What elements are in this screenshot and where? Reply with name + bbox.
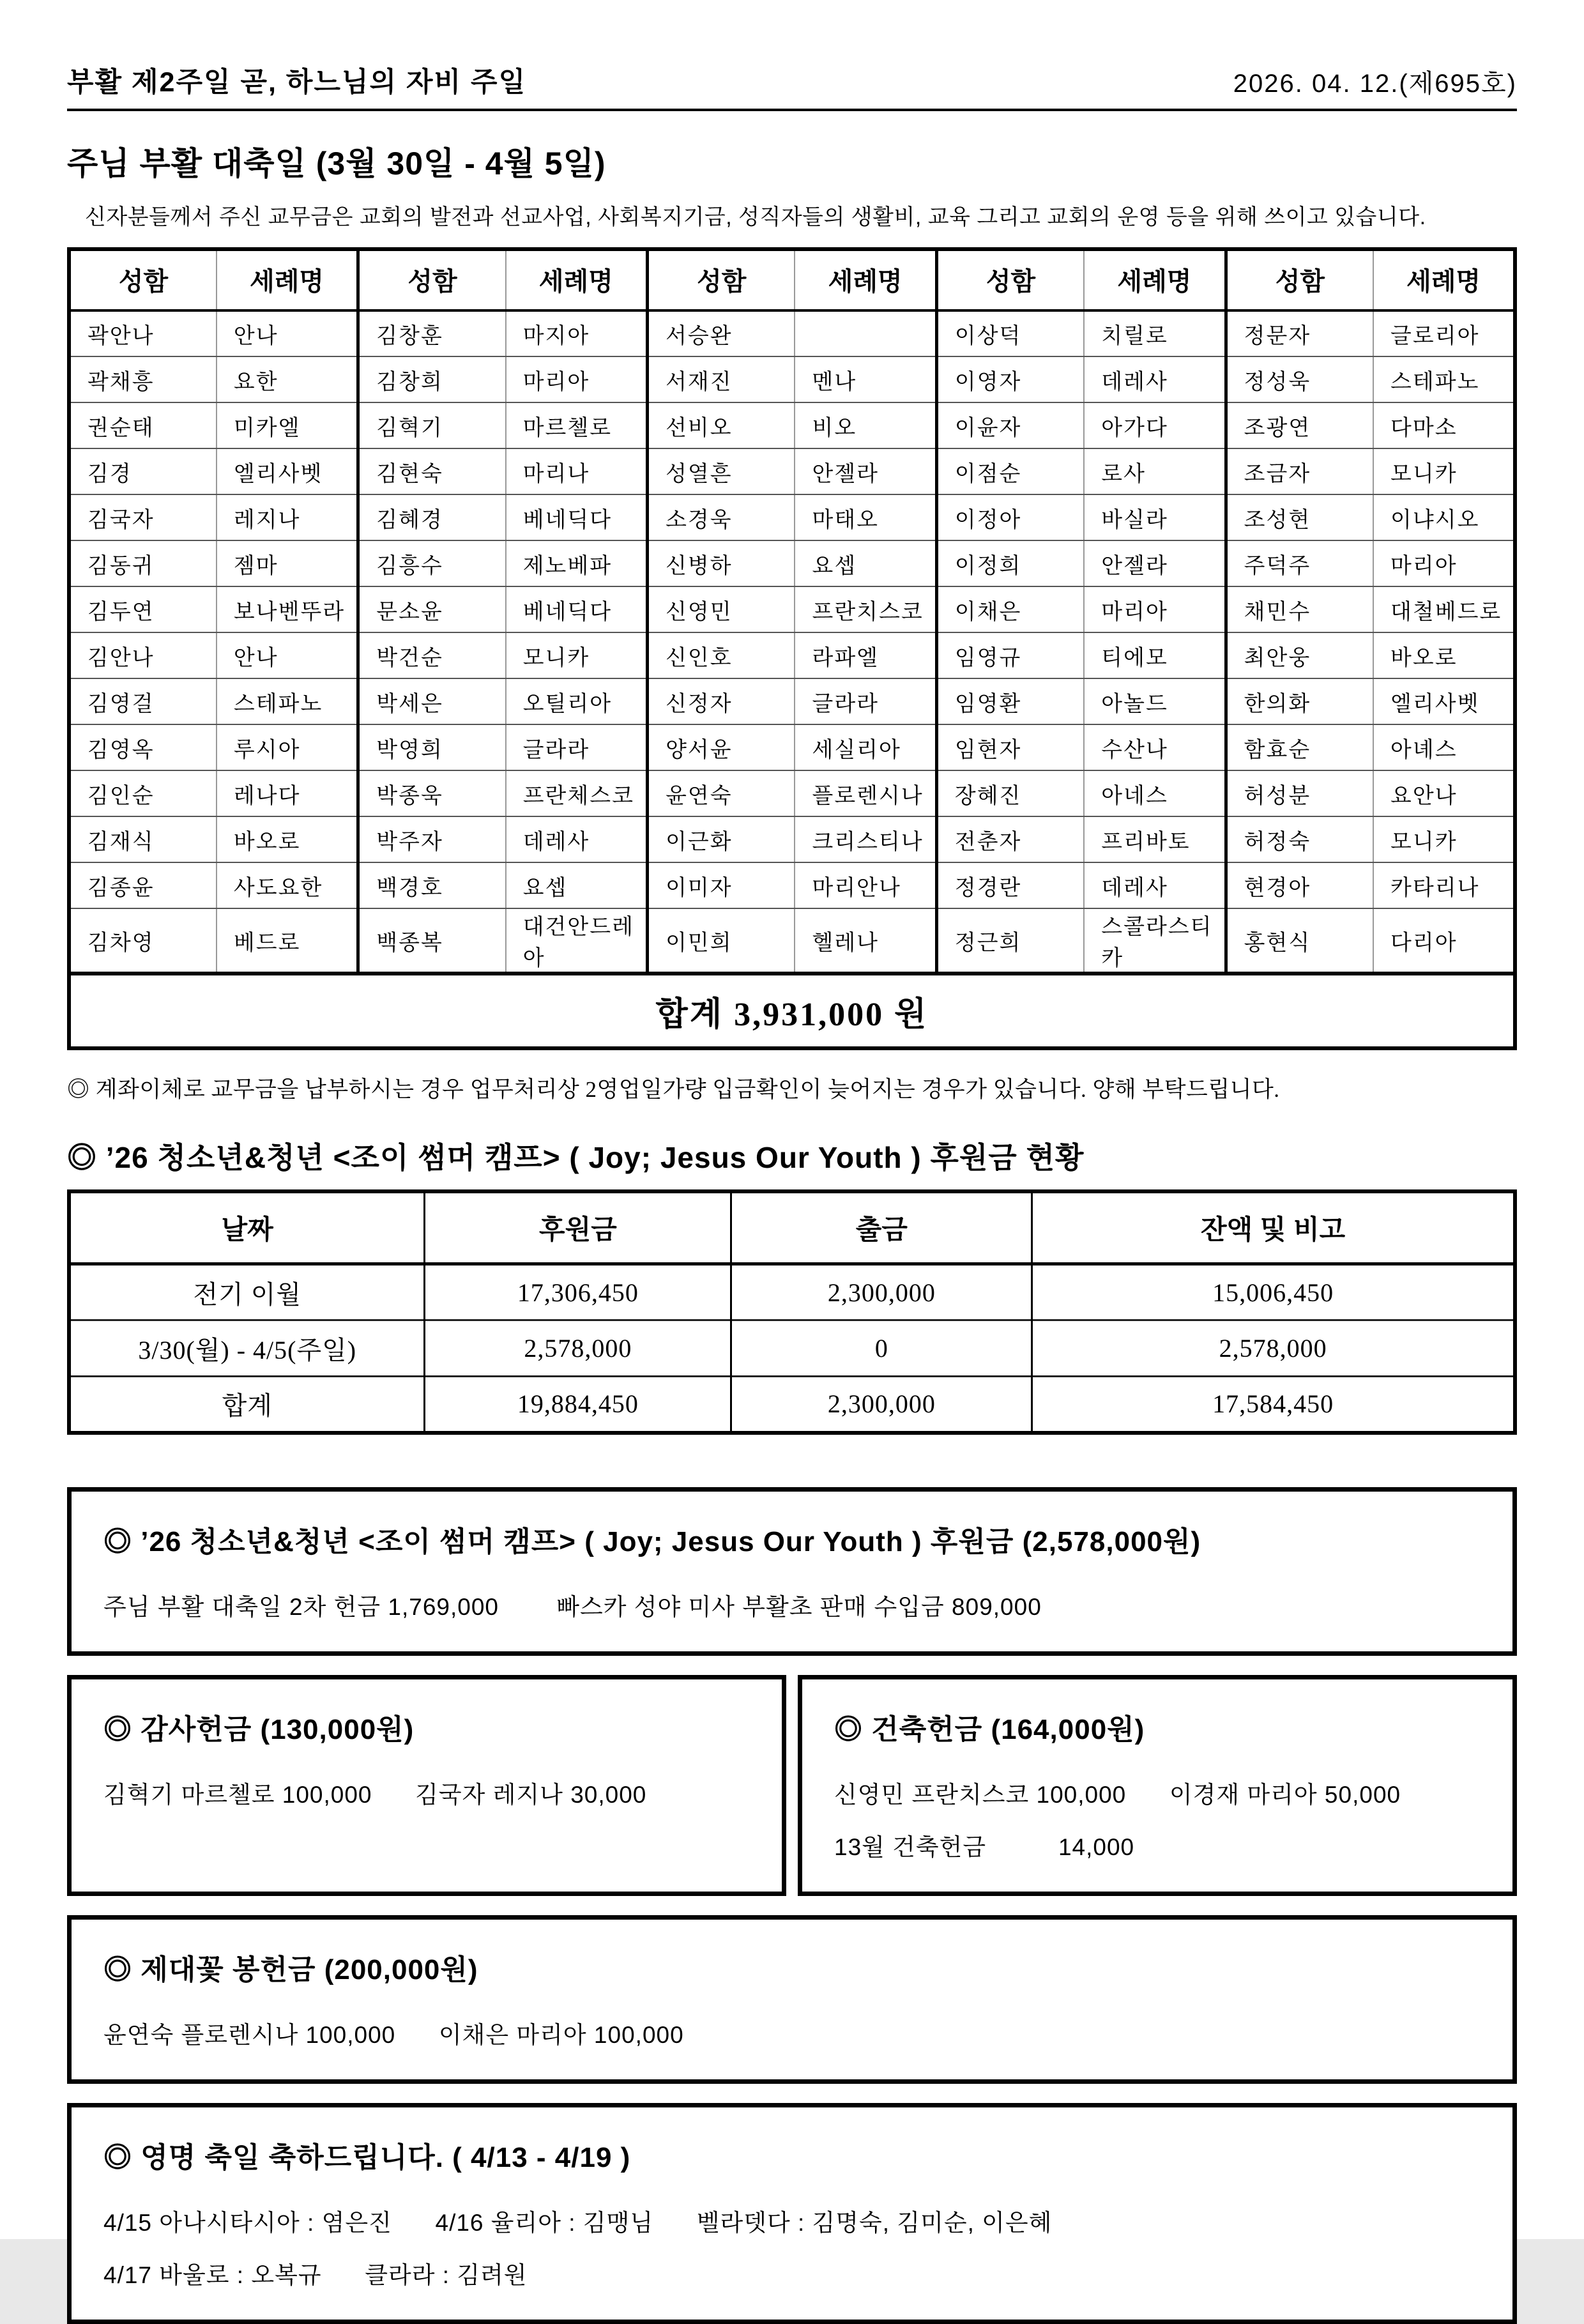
transfer-note: ◎ 계좌이체로 교무금을 납부하시는 경우 업무처리상 2영업일가량 입금확인이 늦어지는 경우가 있습니다. 양해 부탁드립니다. [67, 1077, 1280, 1102]
donor-name-cell: 함효순 [1226, 724, 1373, 770]
donor-name-header: 성함 [358, 249, 506, 310]
donors-total: 합계 3,931,000 원 [69, 974, 1515, 1048]
donor-name-cell: 장혜진 [936, 770, 1084, 816]
donor-baptismal-header: 세례명 [506, 249, 648, 310]
donor-baptismal-cell: 글라라 [795, 678, 936, 724]
camp-amount-cell: 0 [731, 1320, 1032, 1377]
donor-baptismal-cell: 라파엘 [795, 632, 936, 678]
donor-baptismal-cell: 바오로 [217, 816, 358, 862]
donor-name-cell: 김혜경 [358, 494, 506, 540]
camp-header-row [69, 1191, 1515, 1264]
donor-name-cell: 허정숙 [1226, 816, 1373, 862]
donor-name-cell: 주덕주 [1226, 540, 1373, 586]
donor-name-cell: 곽안나 [69, 310, 217, 356]
donor-row [69, 310, 1515, 356]
donor-baptismal-cell: 마리나 [506, 448, 648, 494]
donor-baptismal-cell: 세실리아 [795, 724, 936, 770]
donor-baptismal-cell [795, 310, 936, 356]
donor-name-cell: 한의화 [1226, 678, 1373, 724]
offering-boxes-row [67, 1675, 1517, 1896]
feast-day-title: ◎ 영명 축일 축하드립니다. ( 4/13 - 4/19 ) [103, 2141, 631, 2173]
donor-row [69, 540, 1515, 586]
donor-name-cell: 김인순 [69, 770, 217, 816]
donor-name-cell: 신영민 [648, 586, 795, 632]
donor-name-cell: 이윤자 [936, 402, 1084, 448]
donor-baptismal-cell: 아놀드 [1084, 678, 1226, 724]
donor-baptismal-cell: 프란치스코 [795, 586, 936, 632]
donor-name-cell: 신정자 [648, 678, 795, 724]
donor-baptismal-cell: 다리아 [1373, 908, 1515, 974]
donor-name-cell: 임현자 [936, 724, 1084, 770]
donor-baptismal-cell: 다마소 [1373, 402, 1515, 448]
thanks-offering-box [67, 1675, 786, 1896]
camp-row [69, 1320, 1515, 1377]
donor-baptismal-cell: 마지아 [506, 310, 648, 356]
donor-name-cell: 백종복 [358, 908, 506, 974]
camp-amount-cell: 2,300,000 [731, 1377, 1032, 1433]
camp-table-body [69, 1264, 1515, 1433]
donor-row [69, 862, 1515, 908]
donor-baptismal-cell: 스테파노 [217, 678, 358, 724]
altar-flower-detail: 윤연숙 플로렌시나 100,000 이채은 마리아 100,000 [103, 2021, 684, 2048]
donor-baptismal-cell: 수산나 [1084, 724, 1226, 770]
donor-row [69, 494, 1515, 540]
donors-total-row [69, 974, 1515, 1048]
donor-name-cell: 김영옥 [69, 724, 217, 770]
donor-baptismal-cell: 요셉 [795, 540, 936, 586]
camp-fund-box-detail: 주님 부활 대축일 2차 헌금 1,769,000 빠스카 성야 미사 부활초 판매 수입금 809,000 [103, 1593, 1042, 1620]
altar-flower-title: ◎ 제대꽃 봉헌금 (200,000원) [103, 1953, 478, 1985]
donors-table-body [69, 310, 1515, 974]
donor-name-header: 성함 [936, 249, 1084, 310]
feast-day-box [67, 2103, 1517, 2324]
donor-baptismal-cell: 이냐시오 [1373, 494, 1515, 540]
building-offering-title: ◎ 건축헌금 (164,000원) [834, 1713, 1145, 1745]
donor-name-cell: 박주자 [358, 816, 506, 862]
donor-baptismal-cell: 보나벤뚜라 [217, 586, 358, 632]
camp-date-cell: 전기 이월 [69, 1264, 425, 1320]
masthead [67, 61, 1517, 100]
donor-name-cell: 정근희 [936, 908, 1084, 974]
donor-row [69, 724, 1515, 770]
donor-name-cell: 이영자 [936, 356, 1084, 402]
building-offering-box [798, 1675, 1517, 1896]
donor-name-cell: 현경아 [1226, 862, 1373, 908]
donor-name-cell: 김동귀 [69, 540, 217, 586]
donor-baptismal-cell: 안나 [217, 310, 358, 356]
donor-name-cell: 조광연 [1226, 402, 1373, 448]
donor-name-cell: 전춘자 [936, 816, 1084, 862]
camp-amount-cell: 2,578,000 [425, 1320, 731, 1377]
camp-column-header: 후원금 [425, 1191, 731, 1264]
donor-name-cell: 김종윤 [69, 862, 217, 908]
donor-name-cell: 이채은 [936, 586, 1084, 632]
donors-table-header [69, 249, 1515, 310]
donor-baptismal-cell: 아녜스 [1373, 724, 1515, 770]
donor-name-cell: 김경 [69, 448, 217, 494]
donor-name-cell: 김현숙 [358, 448, 506, 494]
camp-amount-cell: 15,006,450 [1032, 1264, 1515, 1320]
donor-baptismal-cell: 베드로 [217, 908, 358, 974]
donor-baptismal-cell: 마리안나 [795, 862, 936, 908]
donor-baptismal-cell: 헬레나 [795, 908, 936, 974]
thanks-offering-title: ◎ 감사헌금 (130,000원) [103, 1713, 415, 1745]
donor-name-cell: 문소윤 [358, 586, 506, 632]
donor-row [69, 402, 1515, 448]
donor-baptismal-cell: 제노베파 [506, 540, 648, 586]
camp-amount-cell: 2,300,000 [731, 1264, 1032, 1320]
issue-date: 2026. 04. 12.(제695호) [1233, 70, 1517, 98]
donor-baptismal-cell: 안젤라 [1084, 540, 1226, 586]
donor-name-cell: 김창훈 [358, 310, 506, 356]
donor-baptismal-cell: 미카엘 [217, 402, 358, 448]
donor-row [69, 908, 1515, 974]
donor-baptismal-cell: 크리스티나 [795, 816, 936, 862]
donor-row [69, 356, 1515, 402]
donor-name-cell: 정경란 [936, 862, 1084, 908]
donors-table [67, 247, 1517, 1050]
donor-name-cell: 김국자 [69, 494, 217, 540]
camp-date-cell: 3/30(월) - 4/5(주일) [69, 1320, 425, 1377]
donor-name-cell: 김차영 [69, 908, 217, 974]
donor-baptismal-cell: 엘리사벳 [217, 448, 358, 494]
donor-baptismal-cell: 플로렌시나 [795, 770, 936, 816]
donor-name-cell: 홍현식 [1226, 908, 1373, 974]
donor-name-header: 성함 [69, 249, 217, 310]
camp-amount-cell: 17,584,450 [1032, 1377, 1515, 1433]
donor-baptismal-cell: 데레사 [1084, 862, 1226, 908]
donor-name-cell: 김창희 [358, 356, 506, 402]
donor-baptismal-cell: 아네스 [1084, 770, 1226, 816]
donor-name-cell: 백경호 [358, 862, 506, 908]
camp-row [69, 1377, 1515, 1433]
donor-row [69, 770, 1515, 816]
donor-row [69, 586, 1515, 632]
donor-baptismal-cell: 요안나 [1373, 770, 1515, 816]
donor-baptismal-cell: 데레사 [1084, 356, 1226, 402]
donor-baptismal-cell: 마르첼로 [506, 402, 648, 448]
donor-baptismal-cell: 스테파노 [1373, 356, 1515, 402]
camp-table-header [69, 1191, 1515, 1264]
camp-column-header: 출금 [731, 1191, 1032, 1264]
donors-header-row [69, 249, 1515, 310]
donor-name-cell: 박종욱 [358, 770, 506, 816]
donor-baptismal-cell: 프란체스코 [506, 770, 648, 816]
donor-baptismal-cell: 요셉 [506, 862, 648, 908]
donor-name-cell: 윤연숙 [648, 770, 795, 816]
donor-baptismal-cell: 베네딕다 [506, 586, 648, 632]
donor-baptismal-cell: 대철베드로 [1373, 586, 1515, 632]
masthead-rule [67, 109, 1517, 111]
donor-name-cell: 권순태 [69, 402, 217, 448]
donor-name-cell: 신병하 [648, 540, 795, 586]
donor-baptismal-cell: 마리아 [1373, 540, 1515, 586]
camp-fund-box [67, 1487, 1517, 1656]
donor-baptismal-cell: 데레사 [506, 816, 648, 862]
donor-baptismal-cell: 치릴로 [1084, 310, 1226, 356]
donor-baptismal-header: 세례명 [217, 249, 358, 310]
donor-name-cell: 양서윤 [648, 724, 795, 770]
donor-baptismal-cell: 안젤라 [795, 448, 936, 494]
camp-row [69, 1264, 1515, 1320]
donor-baptismal-cell: 프리바토 [1084, 816, 1226, 862]
donor-baptismal-cell: 베네딕다 [506, 494, 648, 540]
donor-name-cell: 이정희 [936, 540, 1084, 586]
donor-baptismal-cell: 젬마 [217, 540, 358, 586]
camp-amount-cell: 17,306,450 [425, 1264, 731, 1320]
camp-amount-cell: 2,578,000 [1032, 1320, 1515, 1377]
donor-name-cell: 이미자 [648, 862, 795, 908]
thanks-offering-detail: 김혁기 마르첼로 100,000 김국자 레지나 30,000 [103, 1781, 647, 1808]
camp-fund-heading: ◎ ’26 청소년&청년 <조이 썸머 캠프> ( Joy; Jesus Our Youth ) 후원금 현황 [67, 1141, 1085, 1174]
donor-name-cell: 김재식 [69, 816, 217, 862]
donor-baptismal-cell: 마리아 [1084, 586, 1226, 632]
feast-day-detail: 4/17 바울로 : 오복규 클라라 : 김려원 [103, 2261, 528, 2288]
donor-name-cell: 선비오 [648, 402, 795, 448]
donor-row [69, 816, 1515, 862]
donor-baptismal-cell: 요한 [217, 356, 358, 402]
donor-name-header: 성함 [648, 249, 795, 310]
donor-row [69, 448, 1515, 494]
donor-name-cell: 허성분 [1226, 770, 1373, 816]
donor-name-cell: 김혁기 [358, 402, 506, 448]
donor-name-cell: 정문자 [1226, 310, 1373, 356]
donor-baptismal-cell: 티에모 [1084, 632, 1226, 678]
donor-baptismal-cell: 안나 [217, 632, 358, 678]
donor-baptismal-cell: 바실라 [1084, 494, 1226, 540]
donor-name-cell: 서재진 [648, 356, 795, 402]
donors-table-footer [69, 974, 1515, 1048]
donor-name-cell: 조성현 [1226, 494, 1373, 540]
altar-flower-box [67, 1915, 1517, 2084]
donor-baptismal-cell: 아가다 [1084, 402, 1226, 448]
donor-name-cell: 임영환 [936, 678, 1084, 724]
camp-date-cell: 합계 [69, 1377, 425, 1433]
offering-section-heading: 주님 부활 대축일 (3월 30일 - 4월 5일) [67, 146, 606, 181]
donor-name-cell: 박건순 [358, 632, 506, 678]
donor-baptismal-cell: 로사 [1084, 448, 1226, 494]
donor-baptismal-cell: 카타리나 [1373, 862, 1515, 908]
donor-row [69, 632, 1515, 678]
donor-baptismal-cell: 모니카 [1373, 448, 1515, 494]
camp-column-header: 잔액 및 비고 [1032, 1191, 1515, 1264]
donor-name-cell: 박세은 [358, 678, 506, 724]
donor-name-cell: 채민수 [1226, 586, 1373, 632]
donor-name-cell: 이근화 [648, 816, 795, 862]
donor-name-cell: 서승완 [648, 310, 795, 356]
donor-baptismal-cell: 레지나 [217, 494, 358, 540]
donor-row [69, 678, 1515, 724]
camp-amount-cell: 19,884,450 [425, 1377, 731, 1433]
donor-name-cell: 신인호 [648, 632, 795, 678]
camp-fund-box-title: ◎ ’26 청소년&청년 <조이 썸머 캠프> ( Joy; Jesus Our Youth ) 후원금 (2,578,000원) [103, 1525, 1201, 1557]
donor-baptismal-cell: 레나다 [217, 770, 358, 816]
donor-name-cell: 임영규 [936, 632, 1084, 678]
donor-baptismal-cell: 글로리아 [1373, 310, 1515, 356]
donor-name-cell: 정성욱 [1226, 356, 1373, 402]
donor-name-cell: 소경욱 [648, 494, 795, 540]
donor-name-cell: 이점순 [936, 448, 1084, 494]
donor-baptismal-cell: 루시아 [217, 724, 358, 770]
donor-baptismal-cell: 사도요한 [217, 862, 358, 908]
donor-baptismal-cell: 엘리사벳 [1373, 678, 1515, 724]
donor-name-cell: 이상덕 [936, 310, 1084, 356]
donor-baptismal-cell: 마태오 [795, 494, 936, 540]
donor-name-cell: 조금자 [1226, 448, 1373, 494]
donor-name-cell: 김흥수 [358, 540, 506, 586]
camp-column-header: 날짜 [69, 1191, 425, 1264]
donor-baptismal-header: 세례명 [795, 249, 936, 310]
building-offering-detail: 13월 건축헌금 14,000 [834, 1833, 1135, 1860]
donor-name-cell: 최안웅 [1226, 632, 1373, 678]
donor-baptismal-header: 세례명 [1084, 249, 1226, 310]
donor-baptismal-cell: 스콜라스티카 [1084, 908, 1226, 974]
donor-name-cell: 성열흔 [648, 448, 795, 494]
donor-name-cell: 김안나 [69, 632, 217, 678]
donor-name-cell: 이민희 [648, 908, 795, 974]
donor-name-cell: 박영희 [358, 724, 506, 770]
donor-name-cell: 김두연 [69, 586, 217, 632]
donor-baptismal-cell: 마리아 [506, 356, 648, 402]
donor-baptismal-cell: 모니카 [1373, 816, 1515, 862]
donor-name-cell: 김영걸 [69, 678, 217, 724]
donor-baptismal-cell: 멘나 [795, 356, 936, 402]
building-offering-detail: 신영민 프란치스코 100,000 이경재 마리아 50,000 [834, 1781, 1401, 1808]
donor-baptismal-cell: 모니카 [506, 632, 648, 678]
feast-day-detail: 4/15 아나시타시아 : 염은진 4/16 율리아 : 김맹님 벨라뎃다 : 김명숙, 김미순, 이은혜 [103, 2209, 1053, 2236]
camp-fund-table [67, 1189, 1517, 1435]
offering-description: 신자분들께서 주신 교무금은 교회의 발전과 선교사업, 사회복지기금, 성직자들의 생활비, 교육 그리고 교회의 운영 등을 위해 쓰이고 있습니다. [85, 205, 1426, 229]
donor-baptismal-header: 세례명 [1373, 249, 1515, 310]
donor-baptismal-cell: 오틸리아 [506, 678, 648, 724]
donor-baptismal-cell: 바오로 [1373, 632, 1515, 678]
donor-baptismal-cell: 비오 [795, 402, 936, 448]
donor-baptismal-cell: 글라라 [506, 724, 648, 770]
donor-name-header: 성함 [1226, 249, 1373, 310]
donor-name-cell: 곽채흥 [69, 356, 217, 402]
masthead-title: 부활 제2주일 곧, 하느님의 자비 주일 [67, 67, 527, 98]
donor-name-cell: 이정아 [936, 494, 1084, 540]
donor-baptismal-cell: 대건안드레아 [506, 908, 648, 974]
